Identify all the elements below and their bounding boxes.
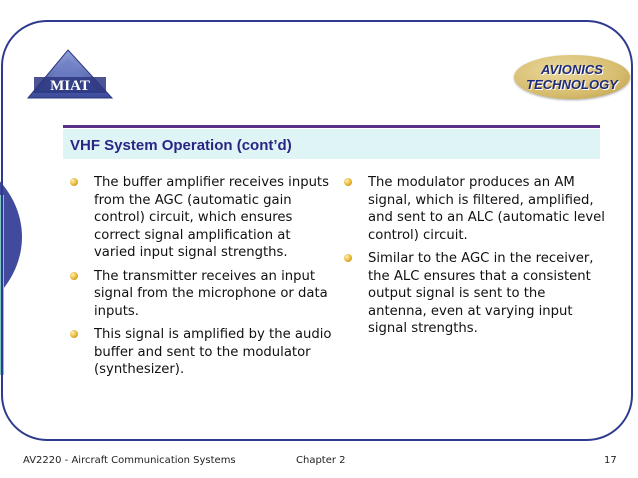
bullet-item (70, 174, 332, 262)
title-rule (63, 125, 600, 128)
badge-line-1: AVIONICS (541, 62, 603, 77)
avionics-technology-badge (514, 55, 630, 99)
bullet-text: This signal is amplified by the audio buffer and sent to the modulator (synthesizer). (94, 327, 332, 377)
bullet-text: The buffer amplifier receives inputs from the AGC (automatic gain control) circuit, which ensures correct signal amplification at varied input signal strengths. (94, 175, 329, 260)
bullet-text: The transmitter receives an input signal from the microphone or data inputs. (94, 268, 328, 319)
bullet-item (344, 250, 606, 338)
left-column (70, 174, 332, 385)
footer-chapter: Chapter 2 (296, 455, 346, 466)
bullet-icon (344, 254, 352, 262)
miat-logo-graphic (26, 48, 114, 102)
bullet-item (70, 326, 332, 379)
bullet-icon (70, 272, 78, 280)
bullet-text: Similar to the AGC in the receiver, the ALC ensures that a consistent output signal is sent to the antenna, even at varying input signal strengths. (368, 251, 594, 336)
footer-page-number: 17 (604, 455, 617, 466)
miat-logo (26, 48, 114, 102)
footer-course: AV2220 - Aircraft Communication Systems (23, 455, 236, 466)
right-column (344, 174, 606, 344)
slide-title: VHF System Operation (cont’d) (70, 137, 292, 154)
badge-line-2: TECHNOLOGY (526, 77, 618, 92)
bullet-item (344, 174, 606, 244)
bullet-icon (344, 178, 352, 186)
bullet-item (70, 268, 332, 321)
bullet-icon (70, 178, 78, 186)
bullet-icon (70, 330, 78, 338)
logo-text: MIAT (50, 78, 90, 94)
bullet-text: The modulator produces an AM signal, which is filtered, amplified, and sent to an ALC (automatic level control) circuit. (368, 175, 605, 243)
